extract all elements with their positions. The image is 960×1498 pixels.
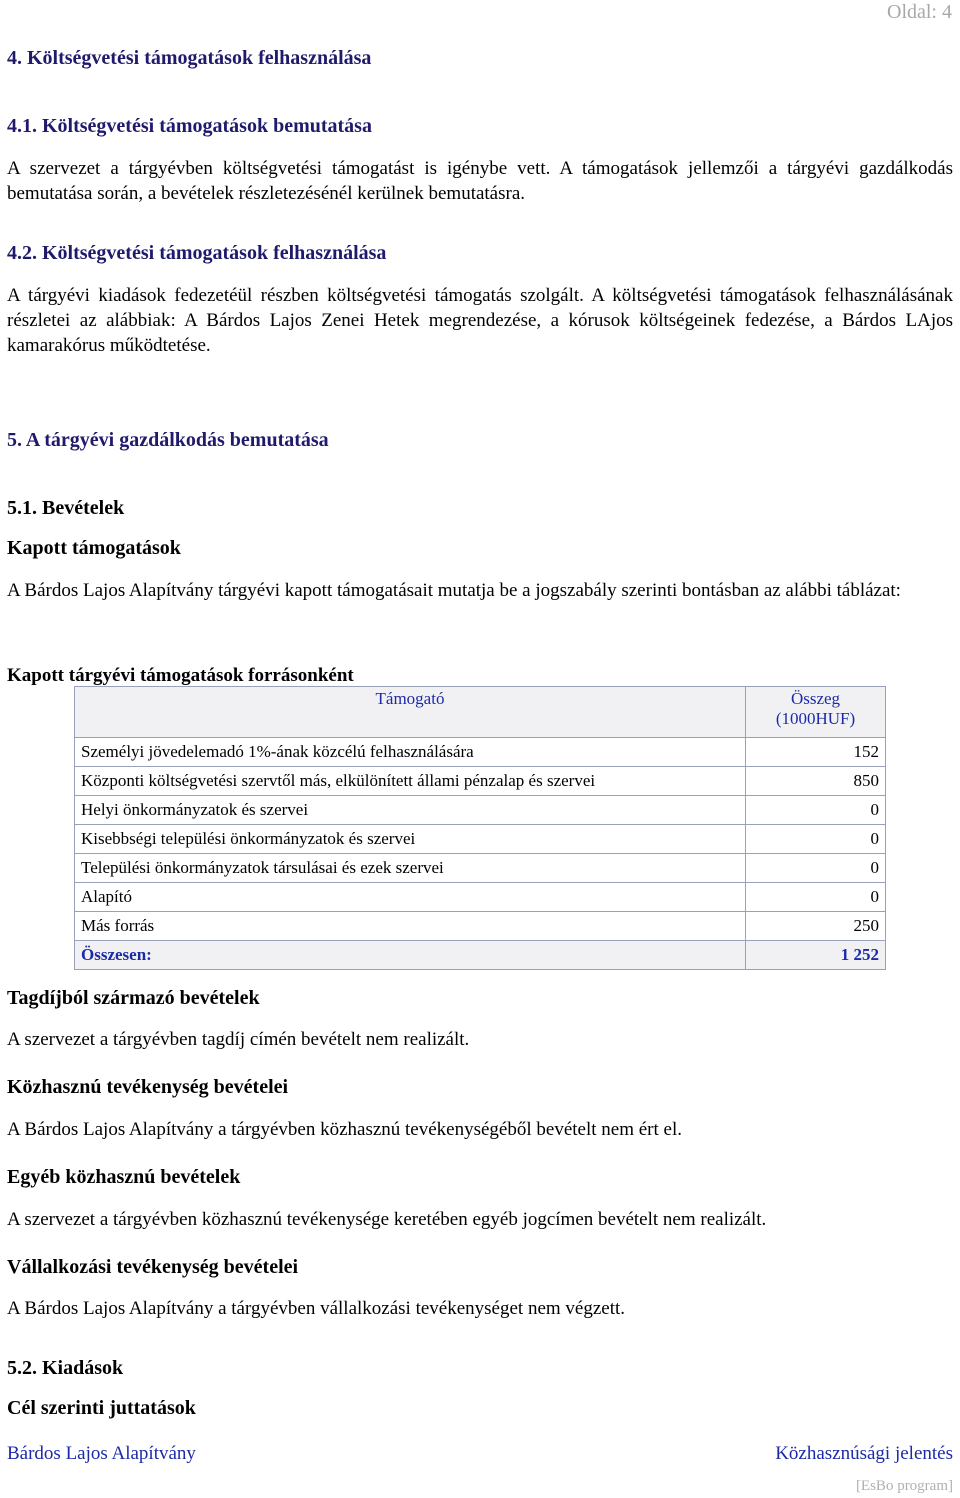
row-name: Alapító	[75, 883, 746, 912]
header-amount	[746, 687, 886, 738]
row-name: Helyi önkormányzatok és szervei	[75, 796, 746, 825]
header-supporter: Támogató	[75, 687, 746, 738]
table-row	[75, 912, 886, 941]
table-row	[75, 825, 886, 854]
footer-organization: Bárdos Lajos Alapítvány	[7, 1443, 196, 1464]
total-value: 1 252	[746, 941, 886, 970]
supports-table	[74, 686, 886, 970]
header-amount-line2: (1000HUF)	[775, 709, 856, 728]
row-value: 0	[746, 825, 886, 854]
section-4-1-title: 4.1. Költségvetési támogatások bemutatása	[7, 115, 372, 137]
kapott-text: A Bárdos Lajos Alapítvány tárgyévi kapott támogatásait mutatja be a jogszabály szerinti bontásban az alábbi táblázat:	[7, 580, 901, 601]
header-amount-line1: Összeg	[790, 689, 841, 708]
section-4-2-text: A tárgyévi kiadások fedezetéül részben költségvetési támogatás szolgált. A költségvetési támogatások felhasználásának részletei az alábbiak: A Bárdos Lajos Zenei Hetek megrendezése, a kórusok költségeinek fedezése, a Bárdos LAjos kamarakórus működtetése.	[7, 285, 953, 356]
row-value: 152	[746, 738, 886, 767]
tagdij-text: A szervezet a tárgyévben tagdíj címén bevételt nem realizált.	[7, 1029, 470, 1050]
row-value: 0	[746, 796, 886, 825]
kapott-title: Kapott támogatások	[7, 537, 181, 559]
row-value: 850	[746, 767, 886, 796]
row-name: Települési önkormányzatok társulásai és ezek szervei	[75, 854, 746, 883]
table-total-row	[75, 941, 886, 970]
vallalkozasi-title: Vállalkozási tevékenység bevételei	[7, 1256, 299, 1278]
tagdij-title: Tagdíjból származó bevételek	[7, 987, 260, 1009]
row-name: Más forrás	[75, 912, 746, 941]
row-name: Személyi jövedelemadó 1%-ának közcélú felhasználására	[75, 738, 746, 767]
section-5-2-title: 5.2. Kiadások	[7, 1357, 124, 1379]
row-value: 0	[746, 854, 886, 883]
table-row	[75, 854, 886, 883]
section-5-title: 5. A tárgyévi gazdálkodás bemutatása	[7, 429, 329, 451]
footer-report-name: Közhasznúsági jelentés	[775, 1443, 953, 1464]
vallalkozasi-text: A Bárdos Lajos Alapítvány a tárgyévben vállalkozási tevékenységet nem végzett.	[7, 1298, 626, 1319]
page-number: Oldal: 4	[887, 1, 952, 23]
table-title: Kapott tárgyévi támogatások forrásonként	[7, 665, 354, 686]
table-header-row	[75, 687, 886, 738]
table-row	[75, 738, 886, 767]
section-4-2-title: 4.2. Költségvetési támogatások felhasználása	[7, 242, 387, 264]
section-4-title: 4. Költségvetési támogatások felhasználása	[7, 47, 372, 69]
kozhasznu-title: Közhasznú tevékenység bevételei	[7, 1076, 289, 1098]
egyeb-title: Egyéb közhasznú bevételek	[7, 1166, 241, 1188]
egyeb-text: A szervezet a tárgyévben közhasznú tevékenysége keretében egyéb jogcímen bevételt nem realizált.	[7, 1209, 767, 1230]
footer-software: [EsBo program]	[855, 1478, 953, 1494]
row-name: Kisebbségi települési önkormányzatok és szervei	[75, 825, 746, 854]
table-row	[75, 796, 886, 825]
cel-title: Cél szerinti juttatások	[7, 1397, 196, 1419]
section-5-1-title: 5.1. Bevételek	[7, 497, 125, 519]
table-row	[75, 883, 886, 912]
section-4-1-text: A szervezet a tárgyévben költségvetési támogatást is igénybe vett. A támogatások jellemzői a tárgyévi gazdálkodás bemutatása során, a bevételek részletezésénél kerülnek bemutatásra.	[7, 158, 953, 204]
row-name: Központi költségvetési szervtől más, elkülönített állami pénzalap és szervei	[75, 767, 746, 796]
total-label: Összesen:	[75, 941, 746, 970]
row-value: 250	[746, 912, 886, 941]
row-value: 0	[746, 883, 886, 912]
kozhasznu-text: A Bárdos Lajos Alapítvány a tárgyévben közhasznú tevékenységéből bevételt nem ért el.	[7, 1119, 682, 1140]
table-row	[75, 767, 886, 796]
